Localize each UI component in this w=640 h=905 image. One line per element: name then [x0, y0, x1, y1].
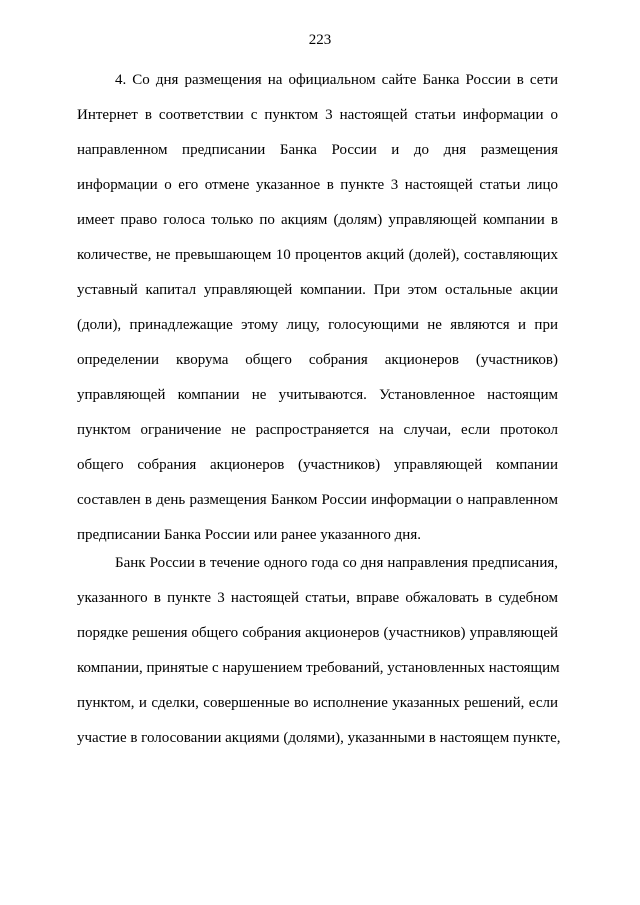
text-line: пунктом, и сделки, совершенные во исполнение указанных решений, если: [77, 695, 558, 711]
page-number: 223: [308, 32, 332, 48]
text-line: уставный капитал управляющей компании. При этом остальные акции: [77, 282, 558, 298]
text-line: общего собрания акционеров (участников) управляющей компании: [77, 457, 558, 473]
paragraph-2-text: [77, 546, 561, 756]
text-line: составлен в день размещения Банком России информации о направленном: [77, 492, 558, 508]
text-line: порядке решения общего собрания акционеров (участников) управляющей: [77, 625, 558, 641]
paragraph-1-text: [77, 63, 558, 553]
text-line: управляющей компании не учитываются. Установленное настоящим: [77, 387, 558, 403]
text-line: направленном предписании Банка России и до дня размещения: [77, 142, 558, 158]
text-line: Банк России в течение одного года со дня направления предписания,: [115, 555, 558, 571]
text-line: участие в голосовании акциями (долями), указанными в настоящем пункте,: [77, 730, 561, 746]
text-line: компании, принятые с нарушением требований, установленных настоящим: [77, 660, 560, 676]
text-line: указанного в пункте 3 настоящей статьи, вправе обжаловать в судебном: [77, 590, 558, 606]
text-line: (доли), принадлежащие этому лицу, голосующими не являются и при: [77, 317, 558, 333]
text-line: количестве, не превышающем 10 процентов акций (долей), составляющих: [77, 247, 558, 263]
text-line: информации о его отмене указанное в пункте 3 настоящей статьи лицо: [77, 177, 558, 193]
paragraph-2: [77, 546, 561, 756]
text-line: имеет право голоса только по акциям (долям) управляющей компании в: [77, 212, 558, 228]
text-line: 4. Со дня размещения на официальном сайте Банка России в сети: [115, 72, 558, 88]
text-line: определении кворума общего собрания акционеров (участников): [77, 352, 558, 368]
text-line: пунктом ограничение не распространяется на случаи, если протокол: [77, 422, 558, 438]
paragraph-1: [77, 63, 558, 553]
text-line: предписании Банка России или ранее указанного дня.: [77, 527, 421, 543]
text-line: Интернет в соответствии с пунктом 3 настоящей статьи информации о: [77, 107, 558, 123]
